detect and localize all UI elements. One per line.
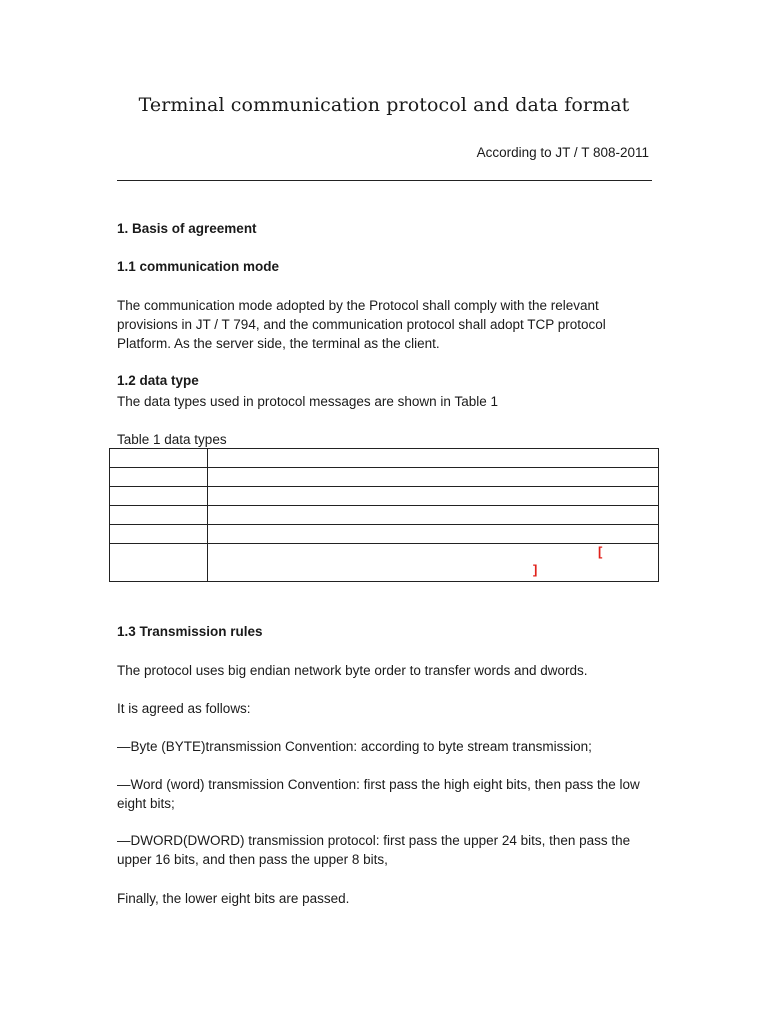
table-cell (208, 487, 659, 506)
section-1-1-heading: 1.1 communication mode (117, 259, 280, 274)
table-row (110, 487, 659, 506)
table-cell (208, 468, 659, 487)
table-row (110, 544, 659, 582)
table-row (110, 468, 659, 487)
table-row (110, 506, 659, 525)
table-row (110, 449, 659, 468)
byte-rule-item: —Byte (BYTE)transmission Convention: according to byte stream transmission; (117, 739, 592, 754)
document-title: Terminal communication protocol and data format (138, 94, 630, 116)
table-cell (110, 525, 208, 544)
data-types-table (109, 448, 659, 582)
section-1-2-heading: 1.2 data type (117, 373, 199, 388)
table-cell (110, 468, 208, 487)
section-1-3-paragraph-2: It is agreed as follows: (117, 701, 251, 716)
open-bracket-mark: [ (598, 544, 603, 559)
table-row (110, 525, 659, 544)
section-1-3-paragraph-1: The protocol uses big endian network byte order to transfer words and dwords. (117, 663, 588, 678)
dword-rule-item: —DWORD(DWORD) transmission protocol: first pass the upper 24 bits, then pass the upper 16 bits, and then pass the upper 8 bits, (117, 833, 631, 867)
section-1-1-paragraph: The communication mode adopted by the Protocol shall comply with the relevant provisions in JT / T 794, and the communication protocol shall adopt TCP protocol Platform. As the server side, the terminal as the client. (117, 298, 606, 351)
word-rule-item: —Word (word) transmission Convention: first pass the high eight bits, then pass the low eight bits; (117, 777, 640, 811)
table-cell (110, 544, 208, 582)
table-cell (208, 449, 659, 468)
table-cell (110, 449, 208, 468)
section-1-2-paragraph: The data types used in protocol messages are shown in Table 1 (117, 394, 498, 409)
table-cell (208, 544, 659, 582)
section-1-heading: 1. Basis of agreement (117, 221, 257, 236)
table-cell (110, 487, 208, 506)
close-bracket-mark: ] (533, 562, 538, 577)
section-1-3-heading: 1.3 Transmission rules (117, 624, 263, 639)
table-cell (208, 506, 659, 525)
table-caption: Table 1 data types (117, 432, 227, 447)
standard-reference: According to JT / T 808-2011 (476, 145, 649, 160)
final-rule-paragraph: Finally, the lower eight bits are passed. (117, 891, 350, 906)
header-divider (117, 180, 652, 181)
table-cell (208, 525, 659, 544)
table-cell (110, 506, 208, 525)
